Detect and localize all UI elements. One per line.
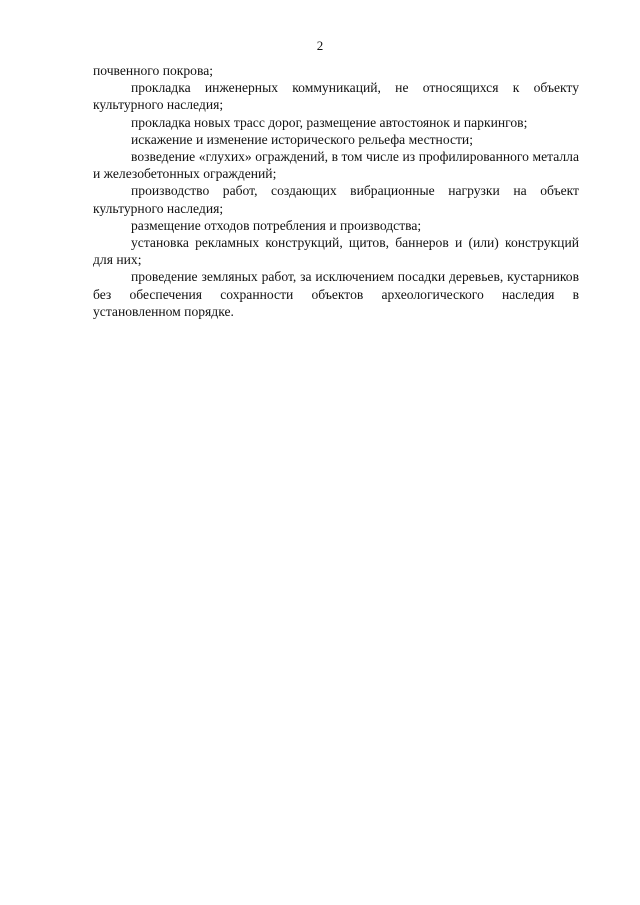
page-number: 2: [316, 38, 324, 53]
paragraph-earthworks: проведение земляных работ, за исключением посадки деревьев, кустарников без обеспечения сохранности объектов археологического наследия в установленном порядке.: [93, 269, 579, 319]
paragraph-vibration: производство работ, создающих вибрационные нагрузки на объект культурного наследия;: [93, 183, 579, 216]
paragraph-utilities: прокладка инженерных коммуникаций, не относящихся к объекту культурного наследия;: [93, 80, 579, 113]
paragraph-waste: размещение отходов потребления и производства;: [131, 217, 422, 233]
paragraph-roads: прокладка новых трасс дорог, размещение автостоянок и паркингов;: [131, 114, 528, 130]
paragraph-continuation: почвенного покрова;: [93, 63, 214, 78]
paragraph-advertising: установка рекламных конструкций, щитов, баннеров и (или) конструкций для них;: [93, 235, 579, 268]
document-body: [93, 62, 579, 320]
paragraph-fences: возведение «глухих» ограждений, в том числе из профилированного металла и железобетонных ограждений;: [93, 149, 579, 182]
paragraph-relief: искажение и изменение исторического рельефа местности;: [131, 131, 473, 147]
